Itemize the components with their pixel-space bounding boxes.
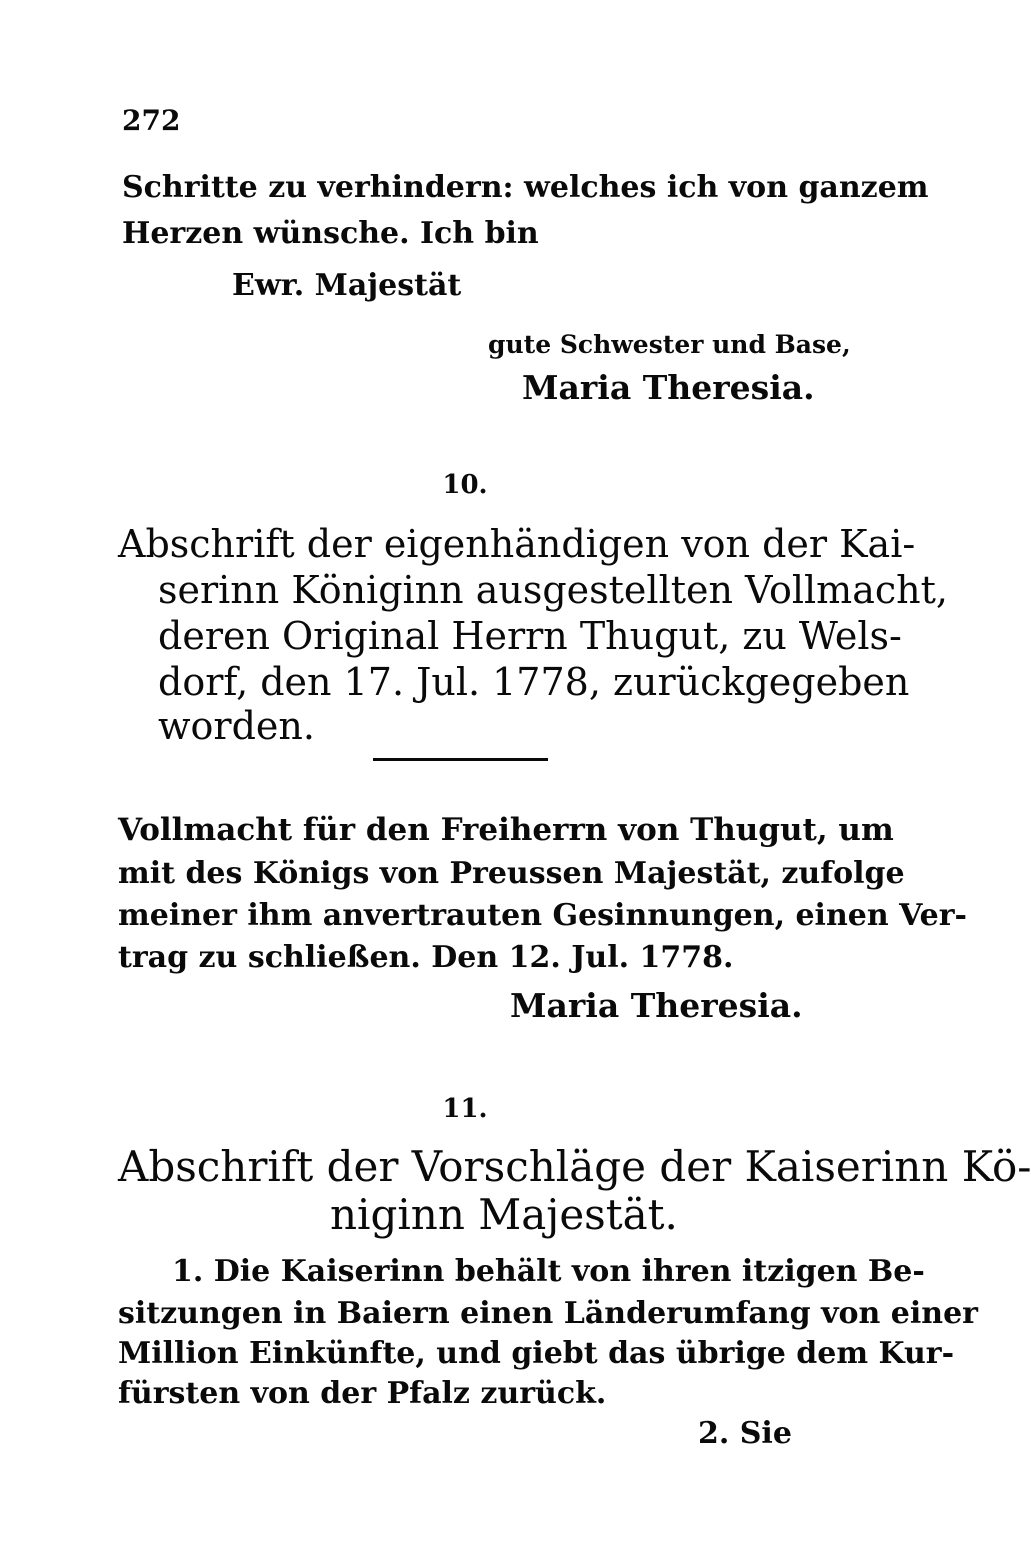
text-line: trag zu schließen. Den 12. Jul. 1778. (118, 940, 734, 975)
text-line: 1. Die Kaiserinn behält von ihren itzigen Be- (172, 1254, 925, 1289)
section-heading-line: deren Original Herrn Thugut, zu Wels- (158, 614, 902, 658)
signature: Maria Theresia. (510, 986, 803, 1025)
closing: gute Schwester und Base, (488, 330, 851, 359)
text-line: sitzungen in Baiern einen Länderumfang von einer (118, 1296, 978, 1331)
page-number: 272 (122, 104, 181, 137)
text-line: meiner ihm anvertrauten Gesinnungen, einen Ver- (118, 898, 967, 933)
salutation: Ewr. Majestät (232, 268, 462, 303)
section-heading-line: Abschrift der Vorschläge der Kaiserinn Kö- (118, 1142, 1031, 1191)
text-line: Schritte zu verhindern: welches ich von ganzem (122, 170, 929, 205)
signature: Maria Theresia. (522, 368, 815, 407)
text-line: mit des Königs von Preussen Majestät, zufolge (118, 856, 905, 891)
section-number: 10. (442, 470, 488, 500)
divider-rule (373, 758, 548, 761)
section-heading-line: dorf, den 17. Jul. 1778, zurückgegeben (158, 660, 910, 704)
section-number: 11. (442, 1094, 488, 1124)
text-line: Vollmacht für den Freiherrn von Thugut, um (118, 812, 894, 848)
text-line: Million Einkünfte, und giebt das übrige dem Kur- (118, 1336, 955, 1371)
catchword: 2. Sie (698, 1416, 792, 1451)
text-line: Herzen wünsche. Ich bin (122, 216, 539, 251)
section-heading-line: niginn Majestät. (330, 1190, 678, 1239)
text-line: fürsten von der Pfalz zurück. (118, 1376, 607, 1411)
section-heading-line: worden. (158, 704, 315, 748)
section-heading-line: serinn Königinn ausgestellten Vollmacht, (158, 568, 948, 612)
section-heading-line: Abschrift der eigenhändigen von der Kai- (118, 522, 916, 566)
